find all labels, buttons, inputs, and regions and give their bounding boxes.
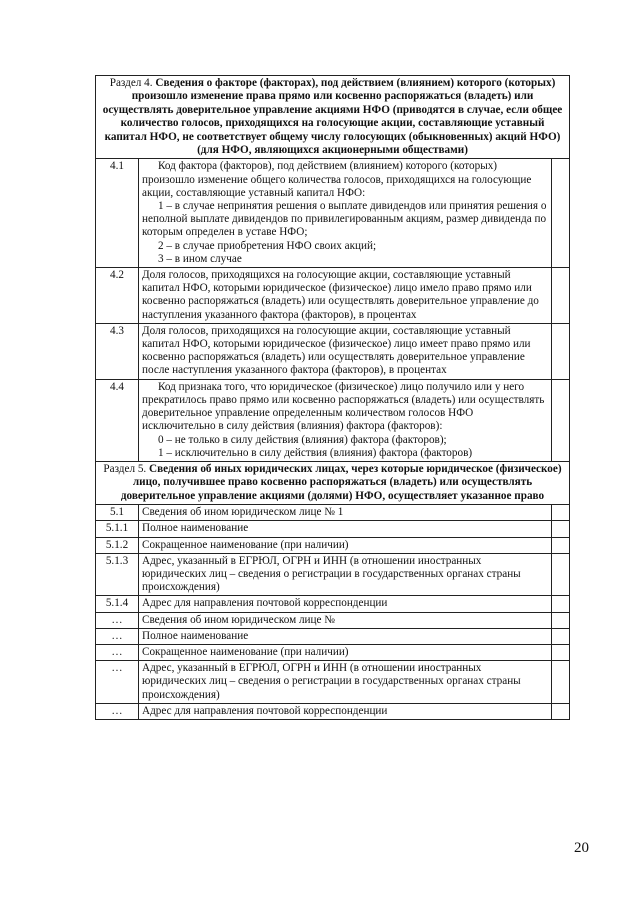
row-number: 4.3 xyxy=(96,323,139,379)
row-description: Сведения об ином юридическом лице № xyxy=(139,612,552,628)
row-number: 5.1.3 xyxy=(96,553,139,596)
table-row xyxy=(96,644,570,660)
row-description: Доля голосов, приходящихся на голосующие акции, составляющие уставный капитал НФО, которыми юридическое (физическое) лицо имеет право прямо или косвенно распоряжаться (владеть) или осуществлять доверительное управление после наступления указанного фактора (факторов), в процентах xyxy=(139,323,552,379)
value-cell[interactable] xyxy=(552,268,570,324)
row-description xyxy=(139,379,552,461)
value-cell[interactable] xyxy=(552,703,570,719)
value-cell[interactable] xyxy=(552,661,570,704)
section-4-title: Сведения о факторе (факторах), под действием (влиянием) которого (которых) произошло изменение права прямо или косвенно распоряжаться (владеть) или осуществлять доверительное управление акциями НФО (приводятся в случае, если общее количество голосов, приходящихся на голосующие акции, составляющие уставный капитал НФО, не соответствует общему числу голосующих (обыкновенных) акций НФО) (для НФО, являющихся акционерными обществами) xyxy=(102,77,563,157)
row-description: Доля голосов, приходящихся на голосующие акции, составляющие уставный капитал НФО, которыми юридическое (физическое) лицо имело право прямо или косвенно распоряжаться (владеть) или осуществлять доверительное управление до наступления указанного фактора (факторов), в процентах xyxy=(139,268,552,324)
row-description: Сведения об ином юридическом лице № 1 xyxy=(139,505,552,521)
value-cell[interactable] xyxy=(552,379,570,461)
row-number: 5.1.1 xyxy=(96,521,139,537)
section-5-header xyxy=(96,461,570,504)
row-text: Код признака того, что юридическое (физическое) лицо получило или у него прекратилось право прямо или косвенно распоряжаться (владеть) или осуществлять доверительное управление определенным количеством голосов НФО исключительно в силу действия (влияния) фактора (факторов): xyxy=(142,380,545,433)
value-cell[interactable] xyxy=(552,612,570,628)
form-table xyxy=(95,75,570,720)
value-cell[interactable] xyxy=(552,553,570,596)
table-row xyxy=(96,596,570,612)
row-description: Адрес, указанный в ЕГРЮЛ, ОГРН и ИНН (в отношении иностранных юридических лиц – сведения о регистрации в государственных органах страны происхождения) xyxy=(139,553,552,596)
row-description: Адрес для направления почтовой корреспонденции xyxy=(139,596,552,612)
table-row xyxy=(96,379,570,461)
value-cell[interactable] xyxy=(552,505,570,521)
section-4-header-row xyxy=(96,76,570,159)
option-text: 0 – не только в силу действия (влияния) фактора (факторов); xyxy=(158,433,447,446)
row-number: 5.1 xyxy=(96,505,139,521)
value-cell[interactable] xyxy=(552,628,570,644)
section-5-title: Сведения об иных юридических лицах, через которые юридическое (физическое) лицо, получившее право косвенно распоряжаться (владеть) или осуществлять доверительное управление акциями (долями) НФО, осуществляет указанное право xyxy=(120,462,562,502)
row-description: Сокращенное наименование (при наличии) xyxy=(139,644,552,660)
option-text: 1 – в случае непринятия решения о выплате дивидендов или принятия решения о неполной выплате дивидендов по привилегированным акциям, размер дивиденда по которым определен в уставе НФО; xyxy=(142,200,547,239)
section-4-prefix: Раздел 4. xyxy=(109,77,156,89)
row-number: … xyxy=(96,644,139,660)
table-row xyxy=(96,628,570,644)
value-cell[interactable] xyxy=(552,159,570,268)
value-cell[interactable] xyxy=(552,323,570,379)
table-row xyxy=(96,521,570,537)
row-description: Полное наименование xyxy=(139,628,552,644)
table-row xyxy=(96,661,570,704)
table-row xyxy=(96,505,570,521)
page-number: 20 xyxy=(574,840,589,856)
table-row xyxy=(96,268,570,324)
row-number: … xyxy=(96,661,139,704)
row-number: … xyxy=(96,612,139,628)
option-text: 3 – в ином случае xyxy=(158,252,242,265)
value-cell[interactable] xyxy=(552,596,570,612)
value-cell[interactable] xyxy=(552,521,570,537)
option-text: 1 – исключительно в силу действия (влияния) фактора (факторов) xyxy=(158,446,473,459)
row-description: Адрес для направления почтовой корреспонденции xyxy=(139,703,552,719)
row-number: … xyxy=(96,703,139,719)
row-description: Полное наименование xyxy=(139,521,552,537)
table-row xyxy=(96,703,570,719)
table-row xyxy=(96,612,570,628)
section-4-header xyxy=(96,76,570,159)
table-row xyxy=(96,323,570,379)
row-text: Код фактора (факторов), под действием (влиянием) которого (которых) произошло изменение общего количества голосов, приходящихся на голосующие акции, составляющие уставный капитал НФО: xyxy=(142,160,532,199)
row-number: 4.2 xyxy=(96,268,139,324)
row-description xyxy=(139,159,552,268)
value-cell[interactable] xyxy=(552,644,570,660)
option-text: 2 – в случае приобретения НФО своих акций; xyxy=(158,239,377,252)
value-cell[interactable] xyxy=(552,537,570,553)
row-description: Сокращенное наименование (при наличии) xyxy=(139,537,552,553)
row-number: 4.4 xyxy=(96,379,139,461)
row-number: … xyxy=(96,628,139,644)
table-row xyxy=(96,553,570,596)
section-5-prefix: Раздел 5. xyxy=(103,462,150,475)
row-number: 5.1.4 xyxy=(96,596,139,612)
section-5-header-row xyxy=(96,461,570,504)
row-description: Адрес, указанный в ЕГРЮЛ, ОГРН и ИНН (в отношении иностранных юридических лиц – сведения о регистрации в государственных органах страны происхождения) xyxy=(139,661,552,704)
table-row xyxy=(96,159,570,268)
row-number: 5.1.2 xyxy=(96,537,139,553)
table-row xyxy=(96,537,570,553)
row-number: 4.1 xyxy=(96,159,139,268)
